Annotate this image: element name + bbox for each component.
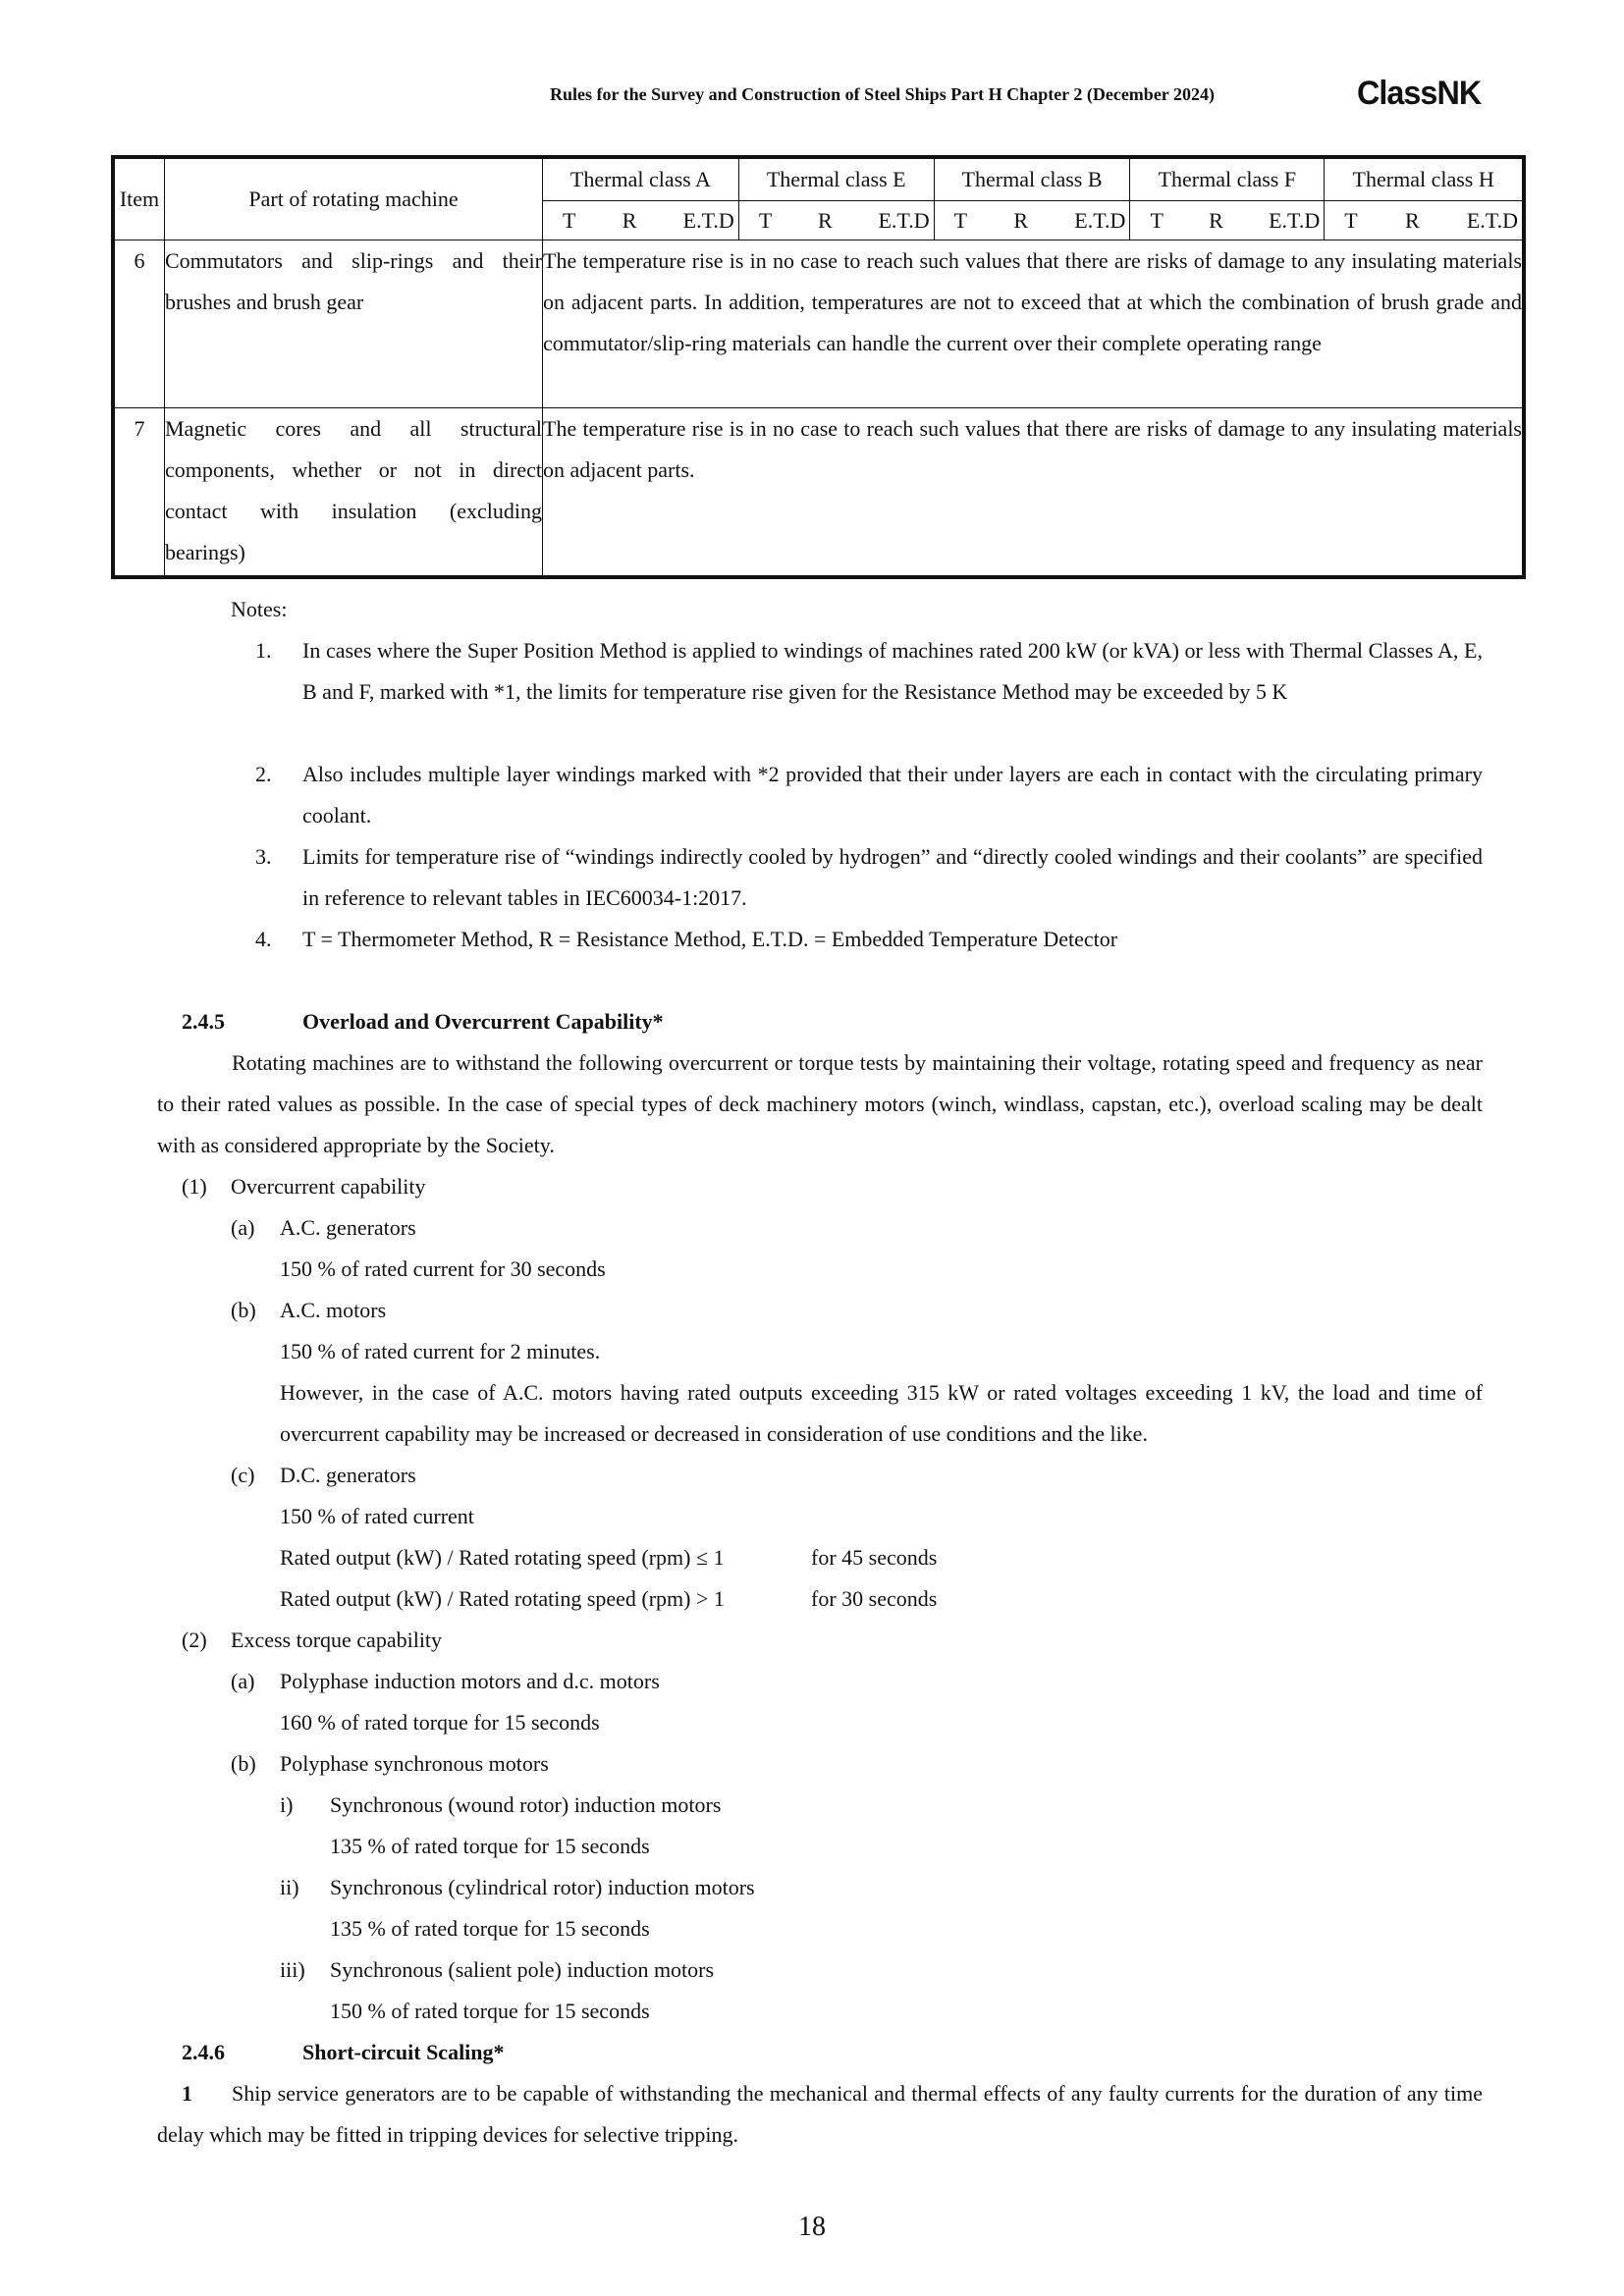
list-title: Overcurrent capability: [231, 1174, 426, 1199]
method-r: R: [1404, 207, 1420, 233]
method-etd: E.T.D: [878, 207, 930, 233]
sublist-label: (b): [231, 1298, 256, 1322]
method-t: T: [563, 207, 576, 233]
sublist-label: (a): [231, 1215, 255, 1240]
note-text: In cases where the Super Position Method is applied to windings of machines rated 200 kW (or kVA) or less with Thermal Classes A, E, B and F, marked with *1, the limits for temperature rise given for the Resistance Method may be exceeded by 5 K: [302, 638, 1483, 704]
header-thermal-class: Thermal class H: [1325, 157, 1524, 201]
notes-title: Notes:: [231, 597, 288, 621]
ratio-duration: for 30 seconds: [811, 1586, 938, 1611]
paragraph-text: Ship service generators are to be capable of withstanding the mechanical and thermal effects of any faulty currents for the duration of any time delay which may be fitted in tripping devices for selective tripping.: [157, 2081, 1483, 2147]
note-number: 2.: [255, 762, 272, 786]
header-title: Rules for the Survey and Construction of Steel Ships Part H Chapter 2 (December 2024): [550, 84, 1215, 104]
roman-title: Synchronous (cylindrical rotor) induction motors: [330, 1875, 755, 1899]
row-item-number: 7: [113, 408, 165, 578]
header-item: Item: [113, 157, 165, 240]
method-t: T: [1150, 207, 1164, 233]
note-text: T = Thermometer Method, R = Resistance Method, E.T.D. = Embedded Temperature Detector: [302, 927, 1118, 951]
header-thermal-class: Thermal class E: [738, 157, 934, 201]
method-subheader: [543, 201, 739, 240]
sublist-label: (b): [231, 1751, 256, 1776]
header-thermal-class: Thermal class A: [543, 157, 739, 201]
sublist-text: 150 % of rated current for 30 seconds: [280, 1256, 606, 1281]
method-etd: E.T.D: [1074, 207, 1126, 233]
roman-label: ii): [280, 1875, 299, 1899]
table-row: [113, 408, 1524, 578]
roman-label: i): [280, 1792, 294, 1817]
classnk-logo: [1357, 77, 1488, 110]
note-number: 4.: [255, 927, 272, 951]
header-part: Part of rotating machine: [165, 157, 543, 240]
sublist-label: (a): [231, 1669, 255, 1693]
sublist-title: Polyphase synchronous motors: [280, 1751, 549, 1776]
section-title: Short-circuit Scaling*: [302, 2040, 505, 2064]
section-title: Overload and Overcurrent Capability*: [302, 1009, 664, 1034]
roman-text: 135 % of rated torque for 15 seconds: [330, 1916, 650, 1941]
list-label: (2): [182, 1628, 207, 1652]
section-number: 2.4.6: [182, 2040, 225, 2064]
note-item: [255, 630, 1483, 713]
method-r: R: [1209, 207, 1223, 233]
ratio-condition: Rated output (kW) / Rated rotating speed (rpm) > 1: [280, 1586, 725, 1611]
paragraph-number: 1: [182, 2081, 192, 2106]
note-item: [255, 919, 1483, 960]
sublist-label: (c): [231, 1463, 255, 1487]
method-t: T: [758, 207, 773, 233]
row-part-name: Magnetic cores and all structural components, whether or not in direct contact with insulation (excluding bearings): [165, 408, 543, 578]
list-title: Excess torque capability: [231, 1628, 443, 1652]
method-r: R: [818, 207, 833, 233]
header-thermal-class: Thermal class B: [934, 157, 1130, 201]
sublist-title: A.C. generators: [280, 1215, 416, 1240]
page-number: 18: [798, 2212, 826, 2242]
temperature-rise-table: [111, 155, 1526, 579]
logo-text: ClassNK: [1357, 75, 1482, 112]
list-label: (1): [182, 1174, 207, 1199]
method-t: T: [1344, 207, 1358, 233]
note-text: Also includes multiple layer windings marked with *2 provided that their under layers are each in contact with the circulating primary coolant.: [302, 762, 1483, 828]
roman-text: 150 % of rated torque for 15 seconds: [330, 1999, 650, 2023]
note-text: Limits for temperature rise of “windings indirectly cooled by hydrogen” and “directly cooled windings and their coolants” are specified in reference to relevant tables in IEC60034-1:2017.: [302, 844, 1483, 910]
table-row: [113, 240, 1524, 408]
ratio-condition: Rated output (kW) / Rated rotating speed (rpm) ≤ 1: [280, 1545, 725, 1570]
note-item: [255, 754, 1483, 836]
sublist-title: Polyphase induction motors and d.c. motors: [280, 1669, 660, 1693]
roman-label: iii): [280, 1957, 305, 1982]
ratio-duration: for 45 seconds: [811, 1545, 938, 1570]
sublist-title: D.C. generators: [280, 1463, 416, 1487]
method-t: T: [953, 207, 968, 233]
method-etd: E.T.D: [1466, 207, 1518, 233]
note-item: [255, 836, 1483, 919]
note-number: 1.: [255, 638, 272, 663]
row-requirement: The temperature rise is in no case to reach such values that there are risks of damage to any insulating materials on adjacent parts.: [543, 408, 1525, 578]
row-item-number: 6: [113, 240, 165, 408]
roman-title: Synchronous (wound rotor) induction motors: [330, 1792, 722, 1817]
page-header: [550, 77, 1483, 116]
method-subheader: [738, 201, 934, 240]
row-part-name: Commutators and slip-rings and their brushes and brush gear: [165, 240, 543, 408]
note-number: 3.: [255, 844, 272, 869]
method-subheader: [934, 201, 1130, 240]
sublist-note: However, in the case of A.C. motors having rated outputs exceeding 315 kW or rated voltages exceeding 1 kV, the load and time of overcurrent capability may be increased or decreased in consideration of use conditions and the like.: [280, 1380, 1483, 1446]
method-r: R: [1013, 207, 1029, 233]
sublist-text: 160 % of rated torque for 15 seconds: [280, 1710, 600, 1735]
section-intro: Rotating machines are to withstand the following overcurrent or torque tests by maintaining their voltage, rotating speed and frequency as near to their rated values as possible. In the case of special types of deck machinery motors (winch, windlass, capstan, etc.), overload scaling may be dealt with as considered appropriate by the Society.: [157, 1050, 1483, 1157]
table-header-row: [113, 157, 1524, 201]
method-etd: E.T.D: [1269, 207, 1321, 233]
method-subheader: [1130, 201, 1325, 240]
header-thermal-class: Thermal class F: [1130, 157, 1325, 201]
row-requirement: The temperature rise is in no case to reach such values that there are risks of damage to any insulating materials on adjacent parts. In addition, temperatures are not to exceed that at which the combination of brush grade and commutator/slip-ring materials can handle the current over their complete operating range: [543, 240, 1525, 408]
sublist-text: 150 % of rated current for 2 minutes.: [280, 1339, 601, 1363]
method-etd: E.T.D: [682, 207, 734, 233]
roman-title: Synchronous (salient pole) induction motors: [330, 1957, 715, 1982]
roman-text: 135 % of rated torque for 15 seconds: [330, 1834, 650, 1858]
sublist-title: A.C. motors: [280, 1298, 387, 1322]
method-subheader: [1325, 201, 1524, 240]
sublist-text: 150 % of rated current: [280, 1504, 474, 1528]
method-r: R: [622, 207, 637, 233]
section-number: 2.4.5: [182, 1009, 225, 1034]
